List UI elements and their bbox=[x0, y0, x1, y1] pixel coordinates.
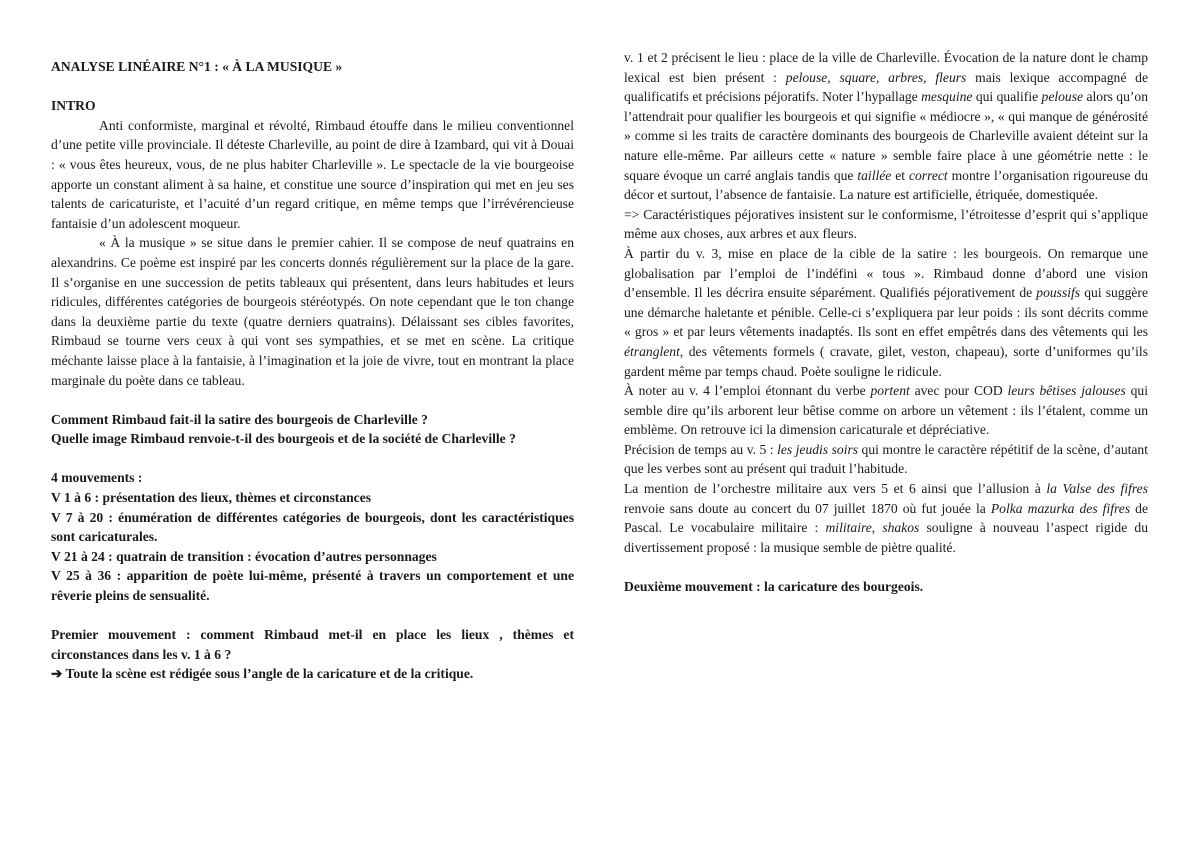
text-run: qui suggère une démarche haletante et pénible. Celle-ci s’expliquera par leur poids : ils sont décrits comme « gros » et par leurs vêtements inadaptés. Ils sont en effet empêtrés dans des vêtements qui les bbox=[624, 285, 1148, 340]
document-title: ANALYSE LINÉAIRE N°1 : « À LA MUSIQUE » bbox=[51, 59, 343, 74]
text-run: La mention de l’orchestre militaire aux vers 5 et 6 ainsi que l’allusion à bbox=[624, 481, 1047, 497]
text-run: v. 1 et 2 précisent le lieu : place de la ville de Charleville. Évocation de la nature dont le champ lexical est bien présent : bbox=[624, 50, 1148, 85]
text-run: avec pour COD bbox=[909, 383, 1008, 399]
premier-mouvement-heading: Premier mouvement : comment Rimbaud met-il en place les lieux , thèmes et circonstances dans les v. 1 à 6 ? bbox=[51, 627, 574, 662]
quote-run: leurs bêtises jalouses bbox=[1007, 383, 1126, 399]
spacer bbox=[51, 449, 574, 469]
spacer bbox=[51, 77, 574, 97]
text-run: et bbox=[891, 167, 909, 183]
conclusion-text: Toute la scène est rédigée sous l’angle de la caricature et de la critique. bbox=[62, 666, 474, 682]
bourgeois-paragraph bbox=[624, 244, 1148, 381]
quote-run: poussifs bbox=[1036, 285, 1081, 301]
text-run: Précision de temps au v. 5 : bbox=[624, 441, 778, 457]
orchestre-paragraph bbox=[624, 479, 1148, 557]
text-run: souligne à nouveau l’aspect rigide du divertissement proposé : la musique semble de piètre qualité. bbox=[624, 520, 1148, 555]
quote-run: la Valse des fifres bbox=[1046, 481, 1148, 497]
quote-run: Polka mazurka des fifres bbox=[990, 500, 1131, 516]
text-run: qui qualifie bbox=[972, 89, 1042, 105]
mouvement-1: V 1 à 6 : présentation des lieux, thèmes et circonstances bbox=[51, 490, 372, 506]
quote-run: étranglent bbox=[624, 343, 680, 359]
right-column bbox=[624, 48, 1148, 597]
spacer bbox=[624, 557, 1148, 577]
text-run: alors qu’on l’attendrait pour qualifier les bourgeois et qui signifie « médiocre », « qui manque de générosité » comme si les traits de caractère dominants des bourgeois de Charleville avaient déteint sur la nature elle-même. Par ailleurs cette « nature » semble faire place à une géométrie nette : le square évoque un carré anglais tandis que bbox=[624, 89, 1149, 183]
problematique-1: Comment Rimbaud fait-il la satire des bourgeois de Charleville ? bbox=[51, 411, 428, 427]
text-run: qui montre le caractère répétitif de la scène, d’autant que les verbes sont au présent qui traduit l’habitude. bbox=[624, 441, 1148, 477]
mouvement-2: V 7 à 20 : énumération de différentes catégories de bourgeois, dont les caractéristiques sont caricaturales. bbox=[51, 509, 574, 545]
text-run: renvoie sans doute au concert du 07 juillet 1870 où fut jouée la bbox=[624, 500, 991, 516]
text-run: qui semble dire qu’ils arborent leur bêtise comme on arbore un vêtement : ils l’étalent, comme un emblème. On retrouve ici la dimension caricaturale et dépréciative. bbox=[624, 383, 1148, 438]
portent-paragraph bbox=[624, 381, 1148, 440]
lieu-paragraph bbox=[624, 48, 1148, 205]
mouvement-4: V 25 à 36 : apparition de poète lui-même, présenté à travers un comportement et une rêverie pleins de sensualité. bbox=[51, 568, 574, 604]
intro-paragraph-2: « À la musique » se situe dans le premier cahier. Il se compose de neuf quatrains en alexandrins. Ce poème est inspiré par les concerts donnés régulièrement sur la place de la gare. Il s’organise en une succession de petits tableaux qui présentent, dans leurs habitudes et leurs ridicules, différentes catégories de bourgeois stéréotypés. On note cependant que le ton change dans la deuxième partie du texte (quatre derniers quatrains). Délaissant ses cibles favorites, Rimbaud se tourne vers ceux à qui vont ses sympathies, et se met en scène. La critique méchante laisse place à la fantaisie, à l’imagination et la joie de vivre, tout en montrant la place marginale du poète dans ce tableau. bbox=[51, 235, 574, 388]
quote-run: militaire, shakos bbox=[825, 520, 920, 536]
conclusion-paragraph: => Caractéristiques péjoratives insistent sur le conformisme, l’étroitesse d’esprit qui s’applique même aux choses, aux arbres et aux fleurs. bbox=[624, 206, 1148, 242]
temps-paragraph bbox=[624, 440, 1148, 479]
quote-run: mesquine bbox=[921, 89, 973, 105]
left-column bbox=[51, 48, 574, 684]
quote-run: correct bbox=[908, 167, 948, 183]
quote-run: les jeudis soirs bbox=[777, 441, 859, 457]
text-run: mais lexique accompagné de qualificatifs et précisions péjoratifs. Noter l’hypallage bbox=[624, 69, 1148, 105]
intro-heading: INTRO bbox=[51, 98, 96, 114]
premier-mouvement-conclusion bbox=[51, 664, 574, 684]
text-run: de Pascal. Le vocabulaire militaire : bbox=[624, 500, 1148, 536]
text-run: montre l’organisation rigoureuse du décor et surtout, l’absence de fantaisie. La nature est artificielle, étriquée, domestiquée. bbox=[624, 167, 1149, 203]
spacer bbox=[51, 606, 574, 626]
text-run: À partir du v. 3, mise en place de la cible de la satire : les bourgeois. On remarque une globalisation par l’emploi de l’indéfini « tous ». Rimbaud donne d’abord une vision d’ensemble. Il les décrira ensuite séparément. Qualifiés péjorativement de bbox=[624, 245, 1148, 301]
mouvement-3: V 21 à 24 : quatrain de transition : évocation d’autres personnages bbox=[51, 548, 437, 564]
text-run: , des vêtements formels ( cravate, gilet, veston, chapeau), sorte d’uniformes qu’ils gardent même par temps chaud. Poète souligne le ridicule. bbox=[624, 343, 1148, 379]
quote-run: pelouse bbox=[1041, 89, 1084, 105]
spacer bbox=[51, 390, 574, 410]
intro-paragraph-1: Anti conformiste, marginal et révolté, Rimbaud étouffe dans le milieu conventionnel d’une petite ville provinciale. Il déteste Charleville, au point de dire à Izambard, qui vit à Douai : « vous êtes heureux, vous, de ne plus habiter Charleville ». Le spectacle de la vie bourgeoise apporte un constant aliment à sa haine, et constitue une source d’inspiration qui met en jeu ses talents de caricaturiste, et l’acuité d’un regard critique, en même temps que l’irrévérencieuse fantaisie d’un adolescent moqueur. bbox=[51, 117, 574, 231]
problematique-2: Quelle image Rimbaud renvoie-t-il des bourgeois et de la société de Charleville ? bbox=[51, 431, 516, 447]
quote-run: taillée bbox=[857, 167, 892, 183]
text-run: À noter au v. 4 l’emploi étonnant du verbe bbox=[624, 383, 871, 399]
quote-run: portent bbox=[870, 383, 910, 399]
arrow-icon: ➔ bbox=[51, 666, 63, 682]
quote-run: pelouse, square, arbres, fleurs bbox=[785, 69, 967, 85]
deuxieme-mouvement-heading: Deuxième mouvement : la caricature des bourgeois. bbox=[624, 579, 924, 595]
mouvements-heading: 4 mouvements : bbox=[51, 470, 143, 486]
